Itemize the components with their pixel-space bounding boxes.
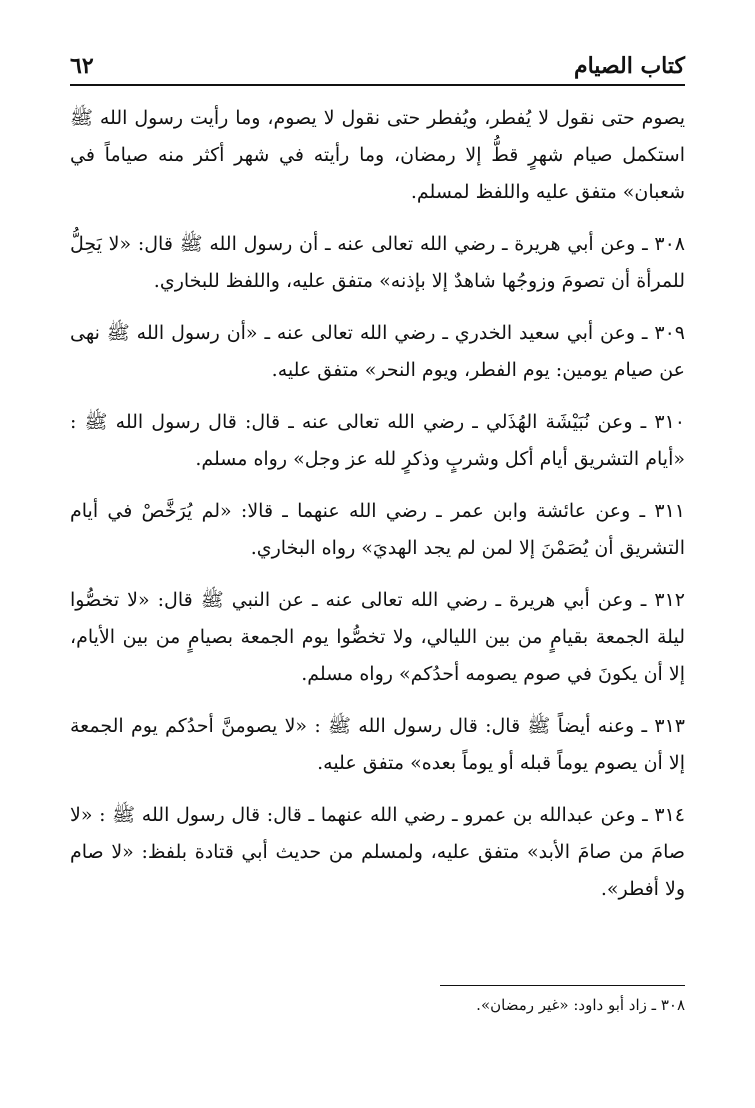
paragraph-continuation: يصوم حتى نقول لا يُفطر، ويُفطر حتى نقول لا يصوم، وما رأيت رسول الله ﷺ استكمل صيام شهرٍ قطُّ إلا رمضان، وما رأيته في شهر أكثر منه صياماً في شعبان» متفق عليه واللفظ لمسلم. xyxy=(70,107,685,203)
hadith-313: ٣١٣ ـ وعنه أيضاً ﷺ قال: قال رسول الله ﷺ : «لا يصومنَّ أحدُكم يوم الجمعة إلا أن يصوم يوماً قبله أو يوماً بعده» متفق عليه. xyxy=(70,715,685,774)
footnote: ٣٠٨ ـ زاد أبو داود: «غير رمضان». xyxy=(476,996,685,1014)
page-number: ٦٢ xyxy=(70,53,94,79)
hadith-310: ٣١٠ ـ وعن نُبَيْشَة الهُذَلي ـ رضي الله تعالى عنه ـ قال: قال رسول الله ﷺ : «أيام التشريق أيام أكل وشربٍ وذكرٍ لله عز وجل» رواه مسلم. xyxy=(70,411,685,470)
hadith-312: ٣١٢ ـ وعن أبي هريرة ـ رضي الله تعالى عنه ـ عن النبي ﷺ قال: «لا تخصُّوا ليلة الجمعة بقيامٍ من بين الليالي، ولا تخصُّوا يوم الجمعة بصيامٍ من بين الأيام، إلا أن يكونَ في صوم يصومه أحدُكم» رواه مسلم. xyxy=(70,589,685,685)
hadith-311: ٣١١ ـ وعن عائشة وابن عمر ـ رضي الله عنهما ـ قالا: «لم يُرَخَّصْ في أيام التشريق أن يُصَمْنَ إلا لمن لم يجد الهديَ» رواه البخاري. xyxy=(70,500,685,559)
header-divider xyxy=(70,84,685,86)
page-title: كتاب الصيام xyxy=(573,53,685,79)
hadith-309: ٣٠٩ ـ وعن أبي سعيد الخدري ـ رضي الله تعالى عنه ـ «أن رسول الله ﷺ نهى عن صيام يومين: يوم الفطر، ويوم النحر» متفق عليه. xyxy=(70,322,685,381)
hadith-314: ٣١٤ ـ وعن عبدالله بن عمرو ـ رضي الله عنهما ـ قال: قال رسول الله ﷺ : «لا صامَ من صامَ الأبد» متفق عليه، ولمسلم من حديث أبي قتادة بلفظ: «لا صام ولا أفطر». xyxy=(70,804,685,900)
hadith-308: ٣٠٨ ـ وعن أبي هريرة ـ رضي الله تعالى عنه ـ أن رسول الله ﷺ قال: «لا يَحِلُّ للمرأة أن تصومَ وزوجُها شاهدٌ إلا بإذنه» متفق عليه، واللفظ للبخاري. xyxy=(70,233,685,292)
body-text xyxy=(70,100,685,908)
page-header xyxy=(70,50,685,82)
footnote-divider xyxy=(440,985,685,986)
